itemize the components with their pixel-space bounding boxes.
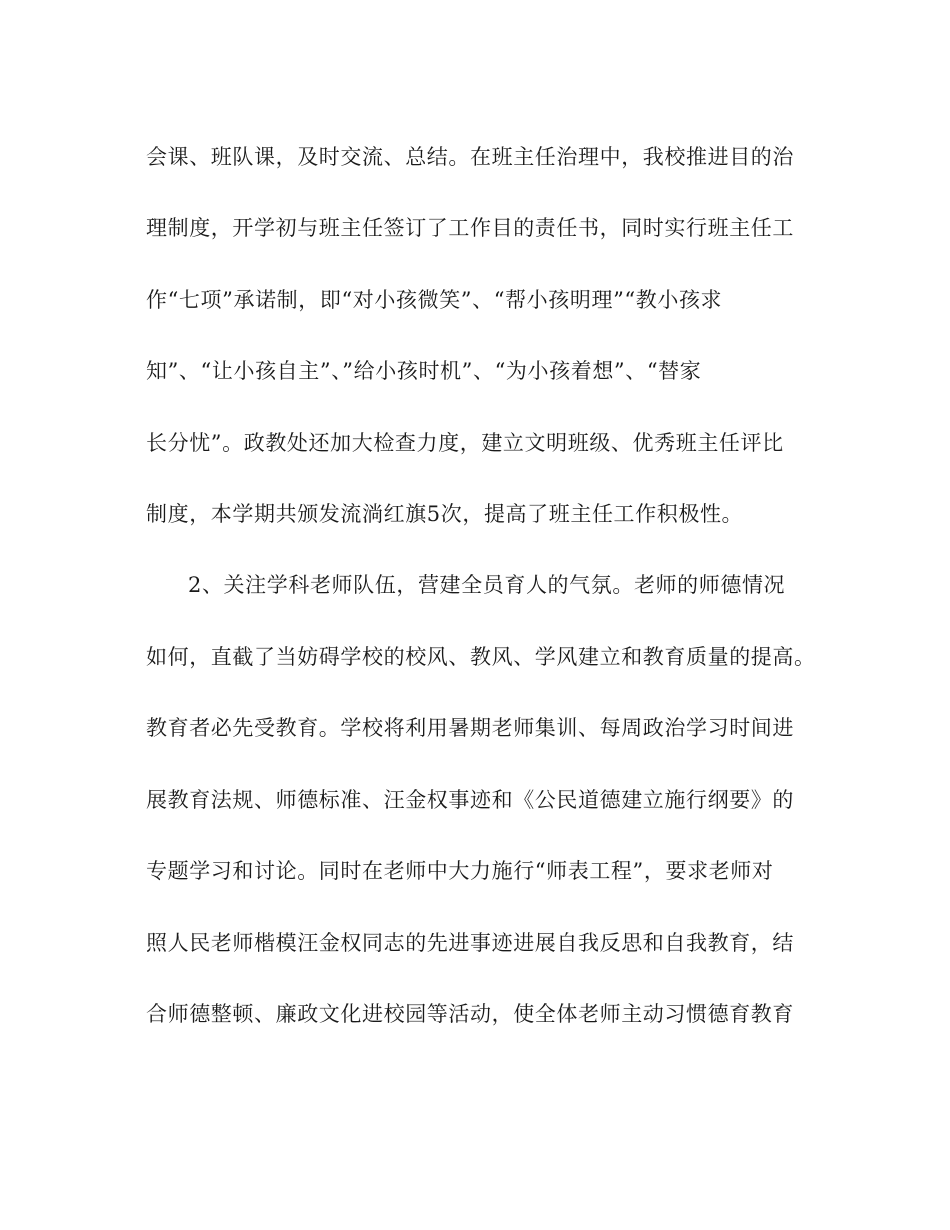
- text-line: 知”、“让小孩自主”、”给小孩时机”、“为小孩着想”、“替家: [146, 359, 702, 383]
- text-line: 长分忧”。政教处还加大检查力度，建立文明班级、优秀班主任评比: [146, 431, 784, 455]
- text-line: 展教育法规、师德标准、汪金权事迹和《公民道德建立施行纲要》的: [146, 788, 794, 812]
- text-line: 教育者必先受教育。学校将利用暑期老师集训、每周政治学习时间进: [146, 716, 794, 740]
- paragraph-start-line: 2、关注学科老师队伍，营建全员育人的气氛。老师的师德情况: [188, 573, 786, 597]
- text-line: 合师德整顿、廉政文化进校园等活动，使全体老师主动习惯德育教育: [146, 1002, 794, 1026]
- text-line: 照人民老师楷模汪金权同志的先进事迹进展自我反思和自我教育，结: [146, 931, 794, 955]
- text-line: 如何，直截了当妨碍学校的校风、教风、学风建立和教育质量的提高。: [146, 645, 816, 669]
- text-line: 制度，本学期共颁发流淌红旗5次，提高了班主任工作积极性。: [146, 502, 744, 526]
- text-line: 会课、班队课，及时交流、总结。在班主任治理中，我校推进目的治: [146, 145, 794, 169]
- text-line: 理制度，开学初与班主任签订了工作目的责任书，同时实行班主任工: [146, 216, 794, 240]
- text-line: 专题学习和讨论。同时在老师中大力施行“师表工程”，要求老师对: [146, 859, 774, 883]
- text-line: 作“七项”承诺制，即“对小孩微笑”、“帮小孩明理”“教小孩求: [146, 288, 723, 312]
